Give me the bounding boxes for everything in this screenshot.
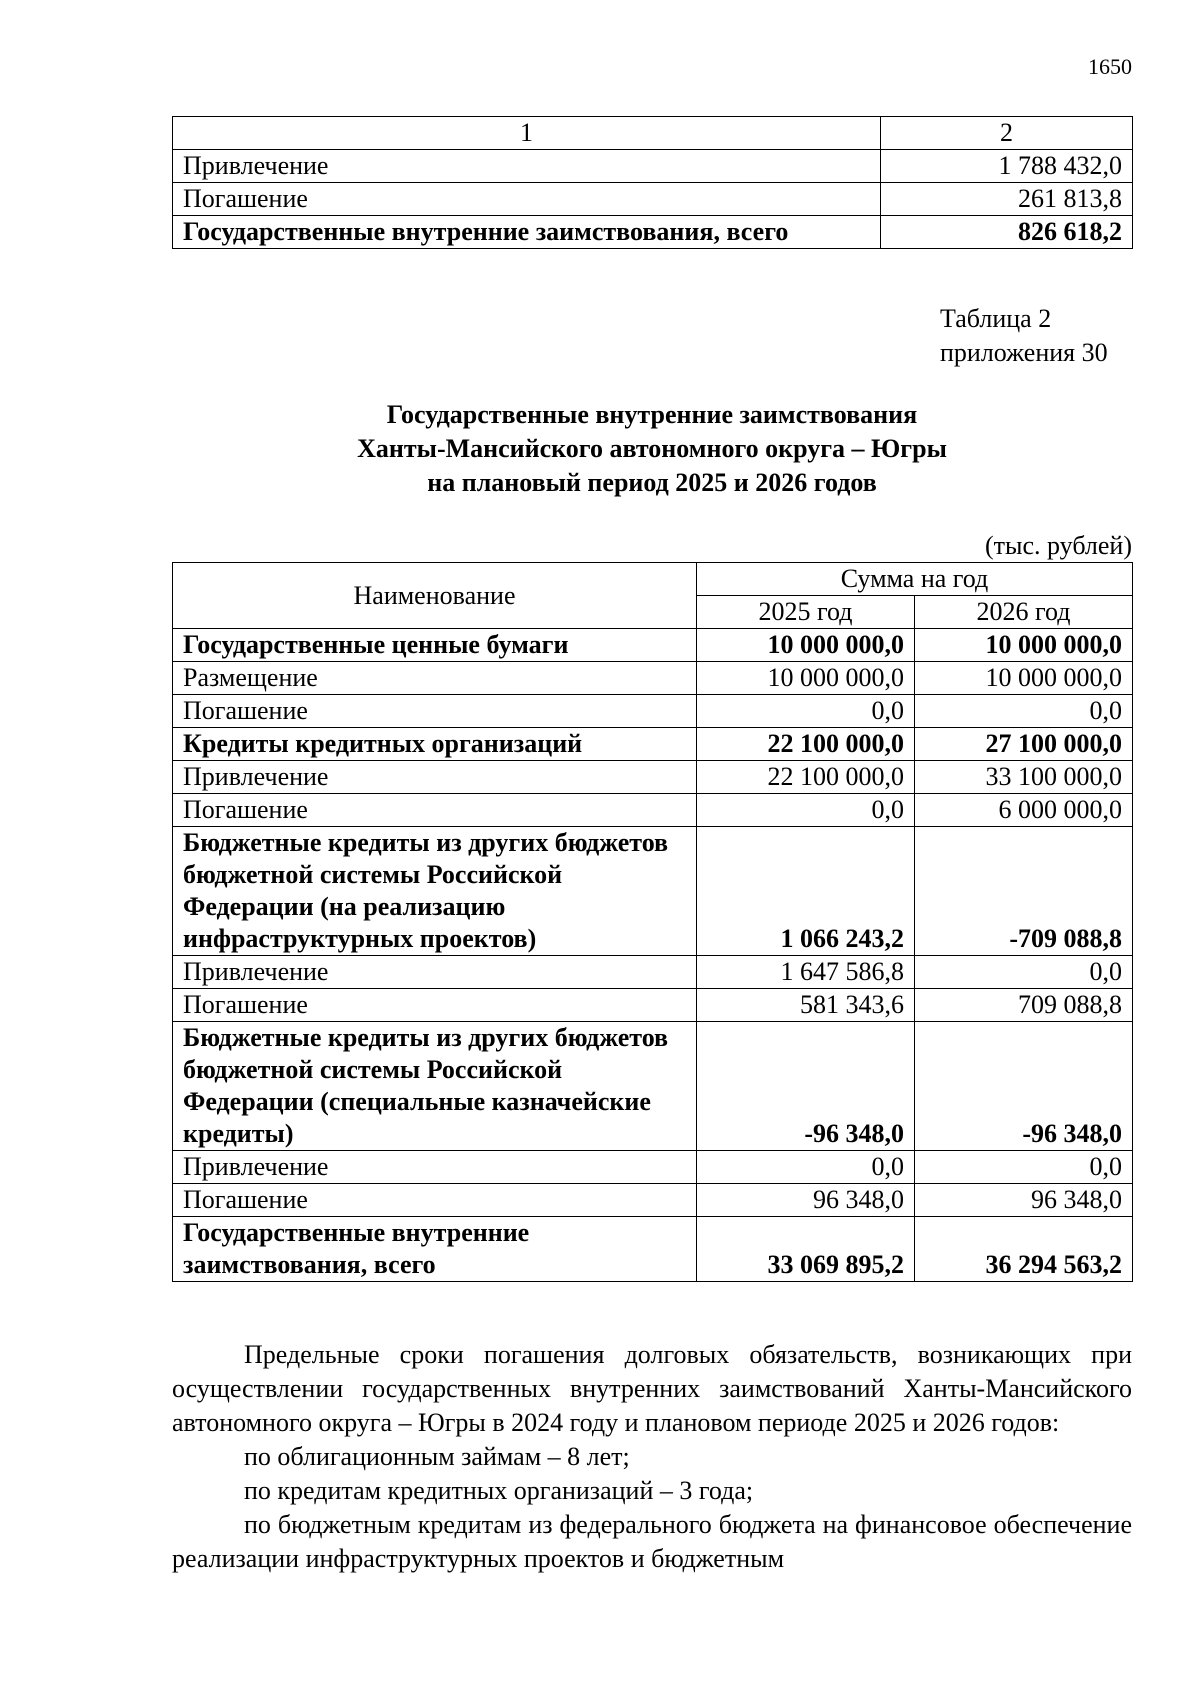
paragraph-credit-org-loans: по кредитам кредитных организаций – 3 года; [244, 1476, 754, 1505]
row-name: Бюджетные кредиты из других бюджетов бюджетной системы Российской Федерации (на реализацию инфраструктурных проектов) [173, 827, 697, 956]
caption-table-number: Таблица 2 [940, 304, 1052, 333]
header-year-2026: 2026 год [915, 596, 1133, 629]
row-name: Кредиты кредитных организаций [173, 728, 697, 761]
row-2026: 0,0 [915, 956, 1133, 989]
row-2026: 27 100 000,0 [915, 728, 1133, 761]
borrowings-plan-table [172, 562, 1133, 1282]
row-name: Государственные внутренние заимствования, всего [173, 1217, 697, 1282]
table-header-row [173, 117, 1133, 150]
paragraph-budget-credits: по бюджетным кредитам из федерального бюджета на финансовое обеспечение реализации инфраструктурных проектов и бюджетным [172, 1510, 1132, 1573]
row-2026: -709 088,8 [915, 827, 1133, 956]
row-2025: 0,0 [697, 1151, 915, 1184]
row-2025: 22 100 000,0 [697, 728, 915, 761]
borrowings-summary-table [172, 116, 1133, 249]
row-value: 826 618,2 [881, 216, 1133, 249]
table-row [173, 183, 1133, 216]
row-2026: 10 000 000,0 [915, 629, 1133, 662]
units-note: (тыс. рублей) [984, 531, 1132, 560]
table-row [173, 629, 1133, 662]
row-value: 261 813,8 [881, 183, 1133, 216]
row-2026: -96 348,0 [915, 1022, 1133, 1151]
row-2025: 22 100 000,0 [697, 761, 915, 794]
row-name: Погашение [173, 695, 697, 728]
row-2025: 33 069 895,2 [697, 1217, 915, 1282]
table-header-row [173, 563, 1133, 596]
table-row [173, 989, 1133, 1022]
document-title [172, 398, 1132, 500]
row-name: Привлечение [173, 1151, 697, 1184]
row-2025: 10 000 000,0 [697, 629, 915, 662]
header-sum: Сумма на год [697, 563, 1133, 596]
row-value: 1 788 432,0 [881, 150, 1133, 183]
table-total-row [173, 1217, 1133, 1282]
column-number-2: 2 [881, 117, 1133, 150]
row-name: Погашение [173, 1184, 697, 1217]
title-line-1: Государственные внутренние заимствования [386, 400, 918, 429]
row-name: Погашение [173, 794, 697, 827]
paragraph-bond-loans: по облигационным займам – 8 лет; [244, 1442, 630, 1471]
row-2025: 96 348,0 [697, 1184, 915, 1217]
header-year-2025: 2025 год [697, 596, 915, 629]
paragraph-repayment-terms: Предельные сроки погашения долговых обязательств, возникающих при осуществлении государственных внутренних заимствований Ханты-Мансийского автономного округа – Югры в 2024 году и плановом периоде 2025 и 2026 годов: [172, 1340, 1132, 1437]
row-2026: 33 100 000,0 [915, 761, 1133, 794]
row-2025: 0,0 [697, 794, 915, 827]
page-number: 1650 [1088, 54, 1132, 79]
table-caption [940, 302, 1108, 370]
table-row [173, 794, 1133, 827]
row-2026: 0,0 [915, 1151, 1133, 1184]
caption-appendix: приложения 30 [940, 338, 1108, 367]
row-2026: 36 294 563,2 [915, 1217, 1133, 1282]
row-2026: 6 000 000,0 [915, 794, 1133, 827]
table-row [173, 956, 1133, 989]
row-name: Государственные внутренние заимствования, всего [173, 216, 881, 249]
row-name: Привлечение [173, 761, 697, 794]
row-name: Государственные ценные бумаги [173, 629, 697, 662]
row-2025: 581 343,6 [697, 989, 915, 1022]
row-2026: 96 348,0 [915, 1184, 1133, 1217]
table-row [173, 695, 1133, 728]
row-2026: 709 088,8 [915, 989, 1133, 1022]
table-total-row [173, 216, 1133, 249]
row-2026: 0,0 [915, 695, 1133, 728]
header-name: Наименование [173, 563, 697, 629]
table-row [173, 150, 1133, 183]
title-line-3: на плановый период 2025 и 2026 годов [427, 468, 877, 497]
table-row [173, 1184, 1133, 1217]
row-2025: 10 000 000,0 [697, 662, 915, 695]
table-row [173, 1022, 1133, 1151]
body-text [172, 1338, 1132, 1576]
row-2025: 1 647 586,8 [697, 956, 915, 989]
row-name: Погашение [173, 989, 697, 1022]
table-row [173, 761, 1133, 794]
row-2025: -96 348,0 [697, 1022, 915, 1151]
row-2025: 0,0 [697, 695, 915, 728]
row-name: Привлечение [173, 150, 881, 183]
table-row [173, 662, 1133, 695]
table-row [173, 827, 1133, 956]
row-name: Погашение [173, 183, 881, 216]
title-line-2: Ханты-Мансийского автономного округа – Югры [357, 434, 947, 463]
row-name: Привлечение [173, 956, 697, 989]
row-2026: 10 000 000,0 [915, 662, 1133, 695]
row-name: Размещение [173, 662, 697, 695]
row-2025: 1 066 243,2 [697, 827, 915, 956]
table-row [173, 728, 1133, 761]
column-number-1: 1 [173, 117, 881, 150]
table-row [173, 1151, 1133, 1184]
row-name: Бюджетные кредиты из других бюджетов бюджетной системы Российской Федерации (специальные казначейские кредиты) [173, 1022, 697, 1151]
